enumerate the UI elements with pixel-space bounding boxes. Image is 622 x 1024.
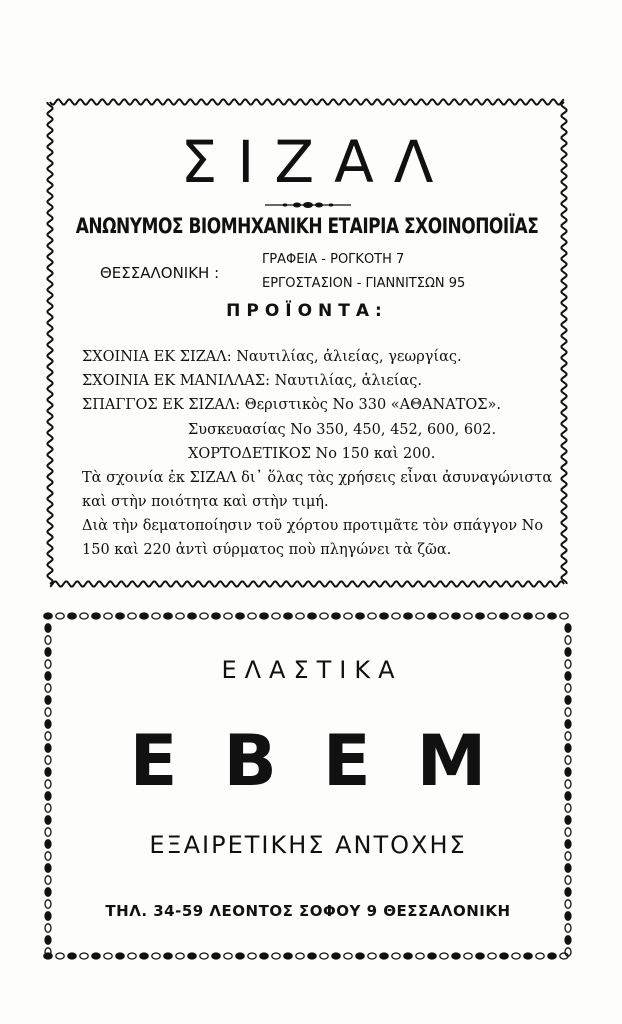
promo-line: Διὰ τὴν δεματοποίησιν τοῦ χόρτου προτιμᾶτε τὸν σπάγγον Νο	[82, 518, 544, 534]
decorative-ornament-icon	[265, 200, 351, 210]
sizal-brand-title: ΣΙΖΑΛ	[180, 128, 454, 196]
product-line: Συσκευασίας Νο 350, 450, 452, 600, 602.	[188, 422, 497, 438]
factory-address: ΕΡΓΟΣΤΑΣΙΟΝ - ΓΙΑΝΝΙΤΣΩΝ 95	[262, 276, 466, 291]
contact-line: ΤΗΛ. 34-59 ΛΕΟΝΤΟΣ ΣΟΦΟΥ 9 ΘΕΣΣΑΛΟΝΙΚΗ	[105, 902, 511, 920]
product-line: ΣΧΟΙΝΙΑ ΕΚ ΣΙΖΑΛ: Ναυτιλίας, ἁλιείας, γεωργίας.	[82, 349, 462, 365]
ebem-brand-title: ΕΒΕΜ	[129, 720, 533, 802]
promo-line: Τὰ σχοινία ἐκ ΣΙΖΑΛ δι᾽ ὅλας τὰς χρήσεις εἶναι ἀσυναγώνιστα	[82, 470, 553, 486]
sizal-advertisement	[40, 92, 574, 594]
company-name: ΑΝΩΝΥΜΟΣ ΒΙΟΜΗΧΑΝΙΚΗ ΕΤΑΙΡΙΑ ΣΧΟΙΝΟΠΟΙΪΑΣ	[75, 214, 539, 239]
product-line: ΣΠΑΓΓΟΣ ΕΚ ΣΙΖΑΛ: Θεριστικὸς Νο 330 «ΑΘΑΝΑΤΟΣ».	[82, 397, 501, 413]
office-address: ΓΡΑΦΕΙΑ - ΡΟΓΚΟΤΗ 7	[262, 252, 405, 267]
city-label: ΘΕΣΣΑΛΟΝΙΚΗ :	[100, 264, 220, 282]
tagline: ΕΞΑΙΡΕΤΙΚΗΣ ΑΝΤΟΧΗΣ	[149, 831, 467, 859]
product-line: ΣΧΟΙΝΙΑ ΕΚ ΜΑΝΙΛΛΑΣ: Ναυτιλίας, ἁλιείας.	[82, 373, 422, 389]
promo-line: καὶ στὴν ποιότητα καὶ στὴν τιμή.	[82, 494, 329, 510]
products-heading: ΠΡΟΪΟΝΤΑ:	[226, 301, 388, 321]
product-line: ΧΟΡΤΟΔΕΤΙΚΟΣ Νο 150 καὶ 200.	[188, 446, 436, 462]
promo-line: 150 καὶ 220 ἀντὶ σύρματος ποὺ πληγώνει τὰ ζῶα.	[82, 542, 452, 558]
ebem-advertisement	[40, 608, 576, 964]
product-category: ΕΛΑΣΤΙΚΑ	[221, 656, 403, 684]
